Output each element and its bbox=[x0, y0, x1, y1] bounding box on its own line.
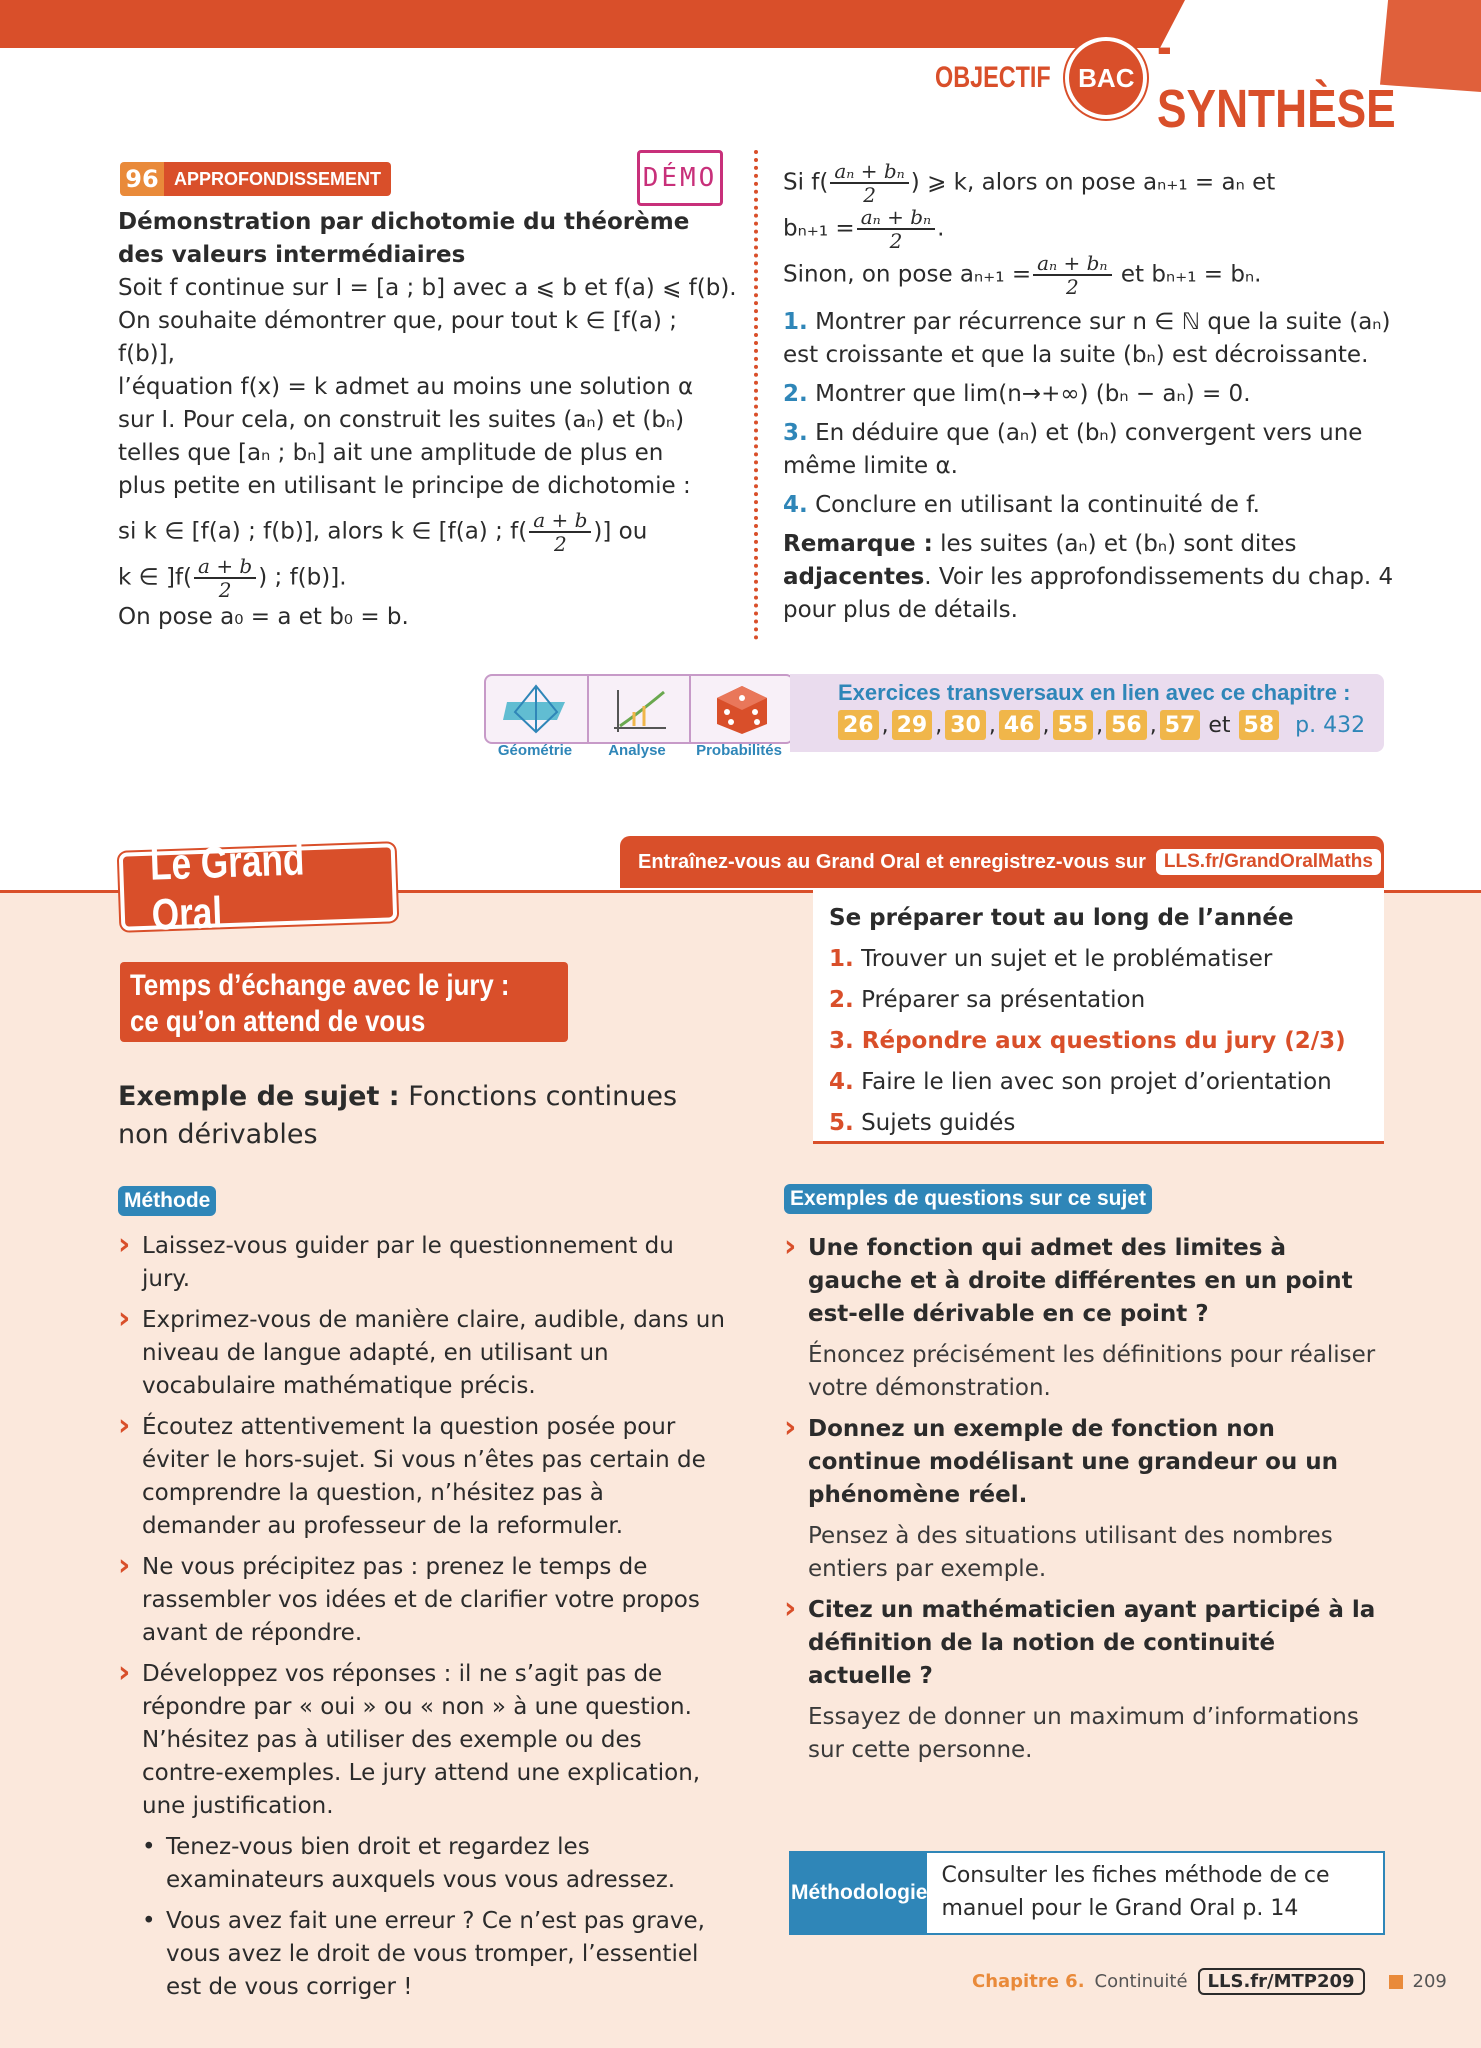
comma: , bbox=[935, 712, 943, 738]
geometry-label: Géométrie bbox=[497, 742, 573, 759]
exercise-chip[interactable]: 30 bbox=[945, 710, 986, 740]
preparation-title: Se préparer tout au long de l’année bbox=[829, 905, 1294, 931]
text-segment: . Voir les approfondissements du chap. 4 pour plus de détails. bbox=[783, 564, 1394, 623]
synthese-title: - SYNTHÈSE bbox=[1157, 17, 1396, 139]
question-1 bbox=[783, 306, 1403, 372]
exercise-chip[interactable]: 29 bbox=[892, 710, 933, 740]
exercise-line bbox=[783, 160, 1403, 206]
exercise-line: On souhaite démontrer que, pour tout k ∈ [f(a) ; f(b)], bbox=[118, 308, 677, 367]
exercise-line bbox=[118, 555, 738, 601]
chapter-label: Chapitre 6. bbox=[972, 1971, 1085, 1992]
top-banner bbox=[0, 0, 1160, 48]
item-text: Préparer sa présentation bbox=[861, 987, 1146, 1013]
method-pill: Méthode bbox=[118, 1186, 216, 1216]
fraction-denominator: 2 bbox=[863, 183, 876, 207]
fraction-numerator: aₙ + bₙ bbox=[857, 206, 935, 230]
dice-icon bbox=[707, 682, 777, 736]
question-4 bbox=[783, 489, 1403, 522]
method-bullet: • Tenez-vous bien droit et regardez les examinateurs auxquels vous vous adressez. bbox=[118, 1831, 728, 1897]
text-segment: k ∈ ]f( bbox=[118, 564, 193, 591]
preparation-item[interactable] bbox=[829, 1062, 1368, 1103]
exercise-line: l’équation f(x) = k admet au moins une solution α bbox=[118, 374, 694, 400]
question-item: › Citez un mathématicien ayant participé à la définition de la notion de continuité actuelle ? bbox=[784, 1594, 1384, 1693]
question-2 bbox=[783, 378, 1403, 411]
page-footer bbox=[972, 1968, 1447, 1995]
methodology-label: Méthodologie bbox=[791, 1853, 927, 1933]
fraction-denominator: 2 bbox=[553, 532, 567, 556]
preparation-item[interactable] bbox=[829, 939, 1368, 980]
exercise-line: On pose a₀ = a et b₀ = b. bbox=[118, 604, 409, 630]
preparation-box bbox=[813, 888, 1384, 1144]
comma: , bbox=[1042, 712, 1050, 738]
question-hint: Essayez de donner un maximum d’informations sur cette personne. bbox=[808, 1704, 1359, 1763]
question-text: Montrer que lim(n→+∞) (bₙ − aₙ) = 0. bbox=[815, 381, 1251, 407]
page-number: 209 bbox=[1412, 1971, 1447, 1992]
item-number: 1. bbox=[829, 946, 854, 972]
geometry-piece bbox=[486, 676, 589, 742]
exercise-chip[interactable]: 57 bbox=[1160, 710, 1201, 740]
exercise-chip[interactable]: 26 bbox=[838, 710, 879, 740]
exercise-title-1: Démonstration par dichotomie du théorème bbox=[118, 209, 690, 235]
method-item: › Exprimez-vous de manière claire, audible, dans un niveau de langue adapté, en utilisant un vocabulaire mathématique précis. bbox=[118, 1304, 728, 1403]
item-number: 3. bbox=[829, 1028, 854, 1054]
comma: , bbox=[881, 712, 889, 738]
question-number: 4. bbox=[783, 492, 808, 518]
grand-oral-banner bbox=[620, 836, 1384, 888]
preparation-item[interactable] bbox=[829, 980, 1368, 1021]
fraction-denominator: 2 bbox=[1065, 275, 1079, 299]
text-segment: Si f( bbox=[783, 169, 829, 196]
text-segment: . bbox=[937, 215, 945, 242]
method-list bbox=[118, 1230, 728, 2012]
item-text: Sujets guidés bbox=[861, 1110, 1016, 1136]
item-number: 5. bbox=[829, 1110, 854, 1136]
section-header bbox=[935, 17, 1481, 139]
grand-oral-title-text: Le Grand Oral bbox=[149, 835, 306, 940]
probability-piece bbox=[691, 676, 792, 742]
text-segment: adjacentes bbox=[783, 564, 925, 590]
exercise-line: Soit f continue sur I = [a ; b] avec a ⩽ b et f(a) ⩽ f(b). bbox=[118, 275, 737, 301]
domain-puzzle bbox=[484, 674, 794, 744]
comma: , bbox=[1149, 712, 1157, 738]
question-text: Conclure en utilisant la continuité de f. bbox=[815, 492, 1260, 518]
exchange-heading-line: Temps d’échange avec le jury : bbox=[130, 969, 510, 1002]
question-number: 3. bbox=[783, 420, 808, 446]
text-segment: si k ∈ [f(a) ; f(b)], alors k ∈ [f(a) ; f( bbox=[118, 518, 528, 545]
text-segment: ) ⩾ k, alors on pose aₙ₊₁ = aₙ et bbox=[910, 169, 1276, 196]
page-reference: p. 432 bbox=[1295, 712, 1366, 738]
fraction-numerator: a + b bbox=[529, 509, 591, 533]
method-item: › Écoutez attentivement la question posée pour éviter le hors-sujet. Si vous n’êtes pas certain de comprendre la question, n’hésitez pas à demander au professeur de la reformuler. bbox=[118, 1411, 728, 1543]
questions-pill: Exemples de questions sur ce sujet bbox=[784, 1184, 1152, 1214]
probability-label: Probabilités bbox=[696, 742, 782, 759]
item-number: 4. bbox=[829, 1069, 854, 1095]
text-segment: les suites (aₙ) et (bₙ) sont dites bbox=[932, 531, 1297, 557]
comma: , bbox=[988, 712, 996, 738]
exercise-right-column bbox=[783, 160, 1403, 627]
exercise-chip[interactable]: 55 bbox=[1053, 710, 1094, 740]
fraction bbox=[830, 160, 908, 206]
exercise-line: sur I. Pour cela, on construit les suites (aₙ) et (bₙ) bbox=[118, 407, 685, 433]
exercise-line bbox=[783, 252, 1403, 298]
remark-label: Remarque : bbox=[783, 531, 933, 557]
preparation-item-active[interactable] bbox=[829, 1021, 1368, 1062]
exercise-line: plus petite en utilisant le principe de dichotomie : bbox=[118, 473, 691, 499]
transverse-exercise-list bbox=[838, 710, 1365, 740]
geometry-icon bbox=[501, 682, 571, 736]
methodology-text: Consulter les fiches méthode de ce manuel pour le Grand Oral p. 14 bbox=[941, 1863, 1330, 1921]
exercise-line bbox=[783, 206, 1403, 252]
questions-list bbox=[784, 1232, 1384, 1775]
banner-link[interactable]: LLS.fr/GrandOralMaths bbox=[1156, 849, 1381, 875]
footer-link[interactable]: LLS.fr/MTP209 bbox=[1198, 1968, 1365, 1995]
question-text: Montrer par récurrence sur n ∈ ℕ que la suite (aₙ) est croissante et que la suite (bₙ) est décroissante. bbox=[783, 309, 1391, 368]
question-hint: Pensez à des situations utilisant des nombres entiers par exemple. bbox=[808, 1523, 1333, 1582]
text-segment: Sinon, on pose aₙ₊₁ = bbox=[783, 261, 1032, 288]
exercise-number: 96 bbox=[120, 162, 164, 196]
transverse-title: Exercices transversaux en lien avec ce chapitre : bbox=[838, 680, 1351, 705]
item-text: Faire le lien avec son projet d’orientation bbox=[861, 1069, 1332, 1095]
question-number: 2. bbox=[783, 381, 808, 407]
domain-labels bbox=[484, 742, 790, 759]
subject-example bbox=[118, 1078, 718, 1154]
exercise-title-2: des valeurs intermédiaires bbox=[118, 242, 466, 268]
exercise-chip[interactable]: 58 bbox=[1239, 710, 1280, 740]
demo-stamp: DÉMO bbox=[637, 150, 723, 206]
text-segment: bₙ₊₁ = bbox=[783, 215, 855, 242]
methodology-box bbox=[789, 1851, 1385, 1935]
fraction-numerator: a + b bbox=[194, 555, 256, 579]
chapter-name: Continuité bbox=[1094, 1971, 1188, 1992]
analysis-icon bbox=[604, 682, 674, 736]
subject-label: Exemple de sujet : bbox=[118, 1081, 400, 1112]
banner-text: Entraînez-vous au Grand Oral et enregistrez-vous sur bbox=[638, 850, 1146, 873]
analysis-label: Analyse bbox=[608, 742, 666, 759]
grand-oral-title bbox=[119, 835, 398, 940]
fraction-numerator: aₙ + bₙ bbox=[830, 160, 908, 184]
question-text: En déduire que (aₙ) et (bₙ) convergent vers une même limite α. bbox=[783, 420, 1363, 479]
et-word: et bbox=[1208, 712, 1231, 738]
question-number: 1. bbox=[783, 309, 808, 335]
preparation-item[interactable] bbox=[829, 1103, 1368, 1144]
method-item: › Laissez-vous guider par le questionnement du jury. bbox=[118, 1230, 728, 1296]
exercise-chip[interactable]: 56 bbox=[1106, 710, 1147, 740]
exercise-tag: APPROFONDISSEMENT bbox=[164, 162, 391, 196]
fraction bbox=[1033, 252, 1111, 298]
item-text: Trouver un sujet et le problématiser bbox=[861, 946, 1273, 972]
exercise-line: telles que [aₙ ; bₙ] ait une amplitude de plus en bbox=[118, 440, 664, 466]
fraction-denominator: 2 bbox=[889, 229, 903, 253]
objectif-label: OBJECTIF bbox=[935, 61, 1051, 94]
fraction bbox=[857, 206, 935, 252]
exercise-chip[interactable]: 46 bbox=[999, 710, 1040, 740]
text-segment: )] ou bbox=[593, 518, 648, 545]
fraction-denominator: 2 bbox=[218, 578, 232, 602]
exercise-line bbox=[118, 509, 738, 555]
exchange-heading bbox=[120, 962, 568, 1042]
fraction bbox=[194, 555, 256, 601]
column-divider bbox=[754, 150, 758, 640]
exchange-heading-line: ce qu’on attend de vous bbox=[130, 1005, 426, 1038]
analysis-piece bbox=[589, 676, 692, 742]
comma: , bbox=[1096, 712, 1104, 738]
fraction bbox=[529, 509, 591, 555]
method-item: › Ne vous précipitez pas : prenez le temps de rassembler vos idées et de clarifier votre propos avant de répondre. bbox=[118, 1551, 728, 1650]
item-number: 2. bbox=[829, 987, 854, 1013]
exercise-left-column bbox=[118, 206, 738, 634]
bac-badge: BAC bbox=[1065, 37, 1147, 119]
fraction-numerator: aₙ + bₙ bbox=[1033, 252, 1111, 276]
method-bullet: • Vous avez fait une erreur ? Ce n’est pas grave, vous avez le droit de vous tromper, l’essentiel est de vous corriger ! bbox=[118, 1905, 728, 2004]
text-segment: ) ; f(b)]. bbox=[258, 564, 347, 591]
remark bbox=[783, 528, 1403, 627]
question-item: › Une fonction qui admet des limites à gauche et à droite différentes en un point est-elle dérivable en ce point ? bbox=[784, 1232, 1384, 1331]
item-text: Répondre aux questions du jury (2/3) bbox=[861, 1028, 1346, 1054]
question-3 bbox=[783, 417, 1403, 483]
question-item: › Donnez un exemple de fonction non continue modélisant une grandeur ou un phénomène réel. bbox=[784, 1413, 1384, 1512]
subject-text: Fonctions continues non dérivables bbox=[118, 1081, 678, 1150]
question-hint: Énoncez précisément les définitions pour réaliser votre démonstration. bbox=[808, 1342, 1376, 1401]
page-marker bbox=[1389, 1975, 1403, 1989]
text-segment: et bₙ₊₁ = bₙ. bbox=[1120, 261, 1262, 288]
method-item: › Développez vos réponses : il ne s’agit pas de répondre par « oui » ou « non » à une question. N’hésitez pas à utiliser des exemple ou des contre-exemples. Le jury attend une explication, une justification. bbox=[118, 1658, 728, 1823]
